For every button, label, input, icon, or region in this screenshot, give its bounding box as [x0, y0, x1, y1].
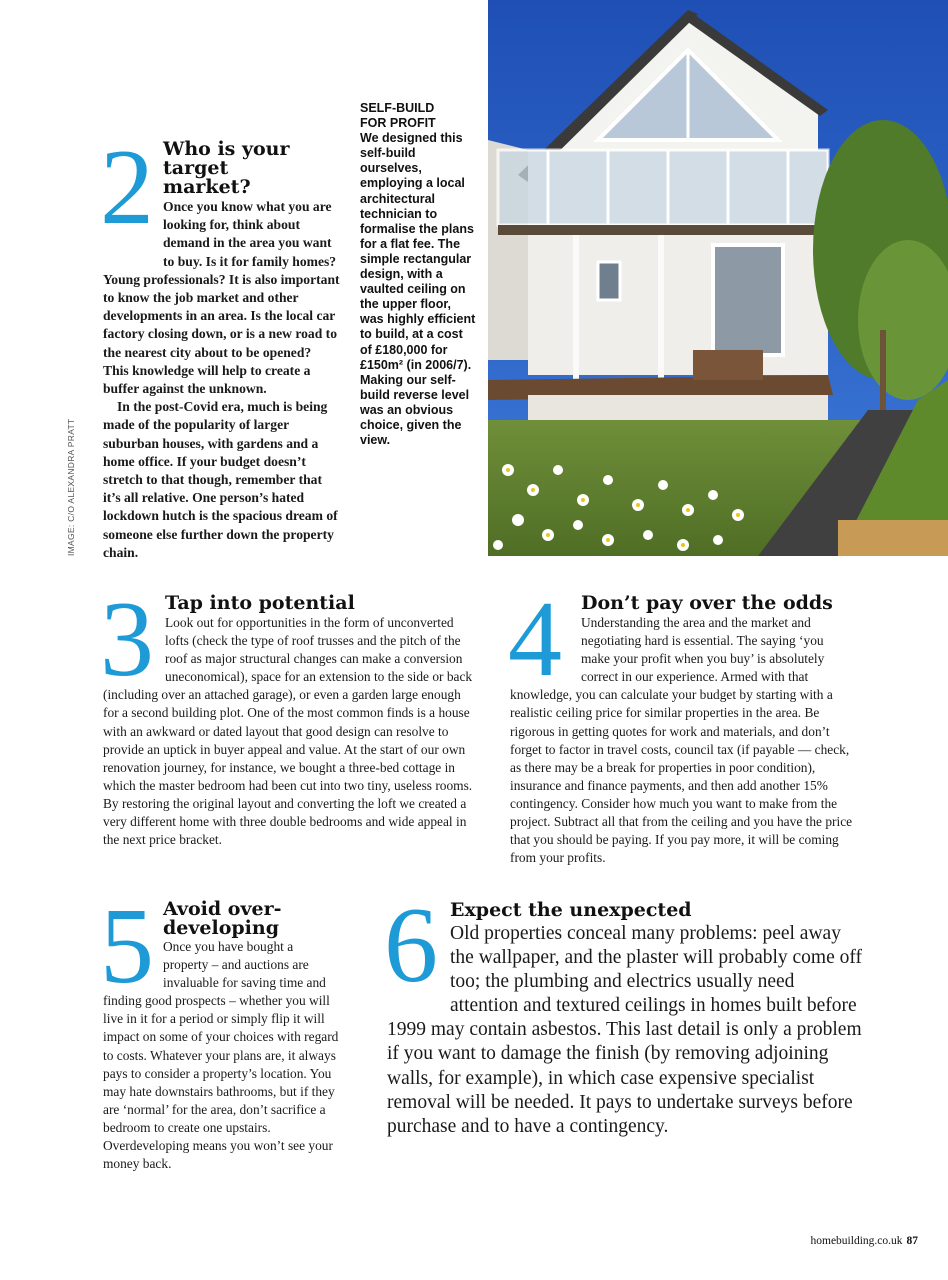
footer-site: homebuilding.co.uk — [810, 1235, 903, 1247]
section-3-text: Look out for opportunities in the form of unconverted lofts (check the type of roof trusses and the pitch of the roof as major structural changes can make a conversion uneconomical), space for an extension to the side or back (including over an attached garage), or even a garden large enough for a second building plot. One of the most common finds is a house with an awkward or dated layout that good design can resolve to provide an uptick in buyer appeal and value. At the start of our own renovation journey, for instance, we bought a three-bed cottage in which the master bedroom had been cut into two tiny, useless rooms. By restoring the original layout and converting the loft we created a very different home with three double bedrooms and wide appeal in the next price bracket. — [103, 615, 473, 848]
section-5-text: Once you have bought a property – and auctions are invaluable for saving time and finding good prospects – whether you will live in it for a period or simply flip it will impact on some of your choices with regard to costs. Whatever your plans are, it always pays to consider a property’s location. You may hate downstairs bathrooms, but if they are ‘normal’ for the area, don’t sacrifice a bedroom to create one upstairs. Overdeveloping means you won’t see your money back. — [103, 939, 339, 1172]
page-footer — [811, 1235, 919, 1247]
section-5-heading: Avoid over-developing — [163, 898, 282, 939]
section-6 — [387, 898, 862, 1139]
section-number-5: 5 — [100, 887, 154, 1006]
section-2 — [103, 140, 340, 562]
section-6-heading: Expect the unexpected — [450, 899, 692, 921]
caption-text: We designed this self-build ourselves, employing a local architectural technician to formalise the plans for a flat fee. The simple rectangular design, with a vaulted ceiling on the upper floor, was highly efficient to build, at a cost of £180,000 for £150m² (in 2006/7). Making our self-build reverse level was an obvious choice, given the view. — [360, 131, 476, 448]
section-5 — [103, 900, 340, 1173]
section-6-text: Old properties conceal many problems: peel away the wallpaper, and the plaster will probably come off too; the plumbing and electrics usually need attention and textured ceilings in homes built before 1999 may contain asbestos. This last detail is only a problem if you want to damage the finish (by removing adjoining walls, for example), in which case expensive specialist removal will be needed. It pays to undertake surveys before purchase and to have a contingency. — [387, 923, 863, 1137]
section-4 — [510, 592, 855, 867]
section-number-6: 6 — [384, 886, 438, 1005]
section-4-text: Understanding the area and the market and negotiating hard is essential. The saying ‘you make your profit when you buy’ is absolutely correct in our experience. Armed with that knowledge, you can calculate your budget by starting with a realistic ceiling price for similar properties in the area. Be rigorous in getting quotes for work and materials, and don’t forget to factor in travel costs, council tax (if payable — check, as there may be a break for properties in poor condition), insurance and finance payments, and then add another 15% contingency. Consider how much you want to make from the project. Subtract all that from the ceiling and you have the price that you should be paying. If you pay more, it will be coming from your profits. — [510, 615, 853, 866]
caption-title: SELF-BUILD FOR PROFIT — [360, 101, 436, 131]
section-4-heading: Don’t pay over the odds — [581, 592, 833, 614]
section-3-heading: Tap into potential — [165, 592, 355, 614]
section-2-heading: Who is your target market? — [163, 138, 290, 198]
section-number-2: 2 — [100, 128, 154, 247]
page-number: 87 — [906, 1235, 918, 1247]
house-photo — [488, 0, 948, 556]
section-number-4: 4 — [508, 580, 562, 699]
section-2-para-1: Once you know what you are looking for, think about demand in the area you want to buy. Is it for family homes? Young professionals? It is also important to know the job market and other developments in an area. Is the local car factory closing down, or is a new road to the nearest city about to be opened? This knowledge will help to create a buffer against the unknown. — [103, 199, 340, 397]
section-2-para-2: In the post-Covid era, much is being made of the popularity of larger suburban houses, with gardens and a home office. If your budget doesn’t stretch to that though, remember that it’s all relative. One person’s hated lockdown hutch is the spacious dream of someone else further down the property chain. — [103, 399, 338, 560]
image-credit: IMAGE: C/O ALEXANDRA PRATT — [66, 418, 76, 556]
section-number-3: 3 — [100, 580, 154, 699]
photo-caption — [360, 101, 478, 448]
section-3 — [103, 592, 473, 849]
